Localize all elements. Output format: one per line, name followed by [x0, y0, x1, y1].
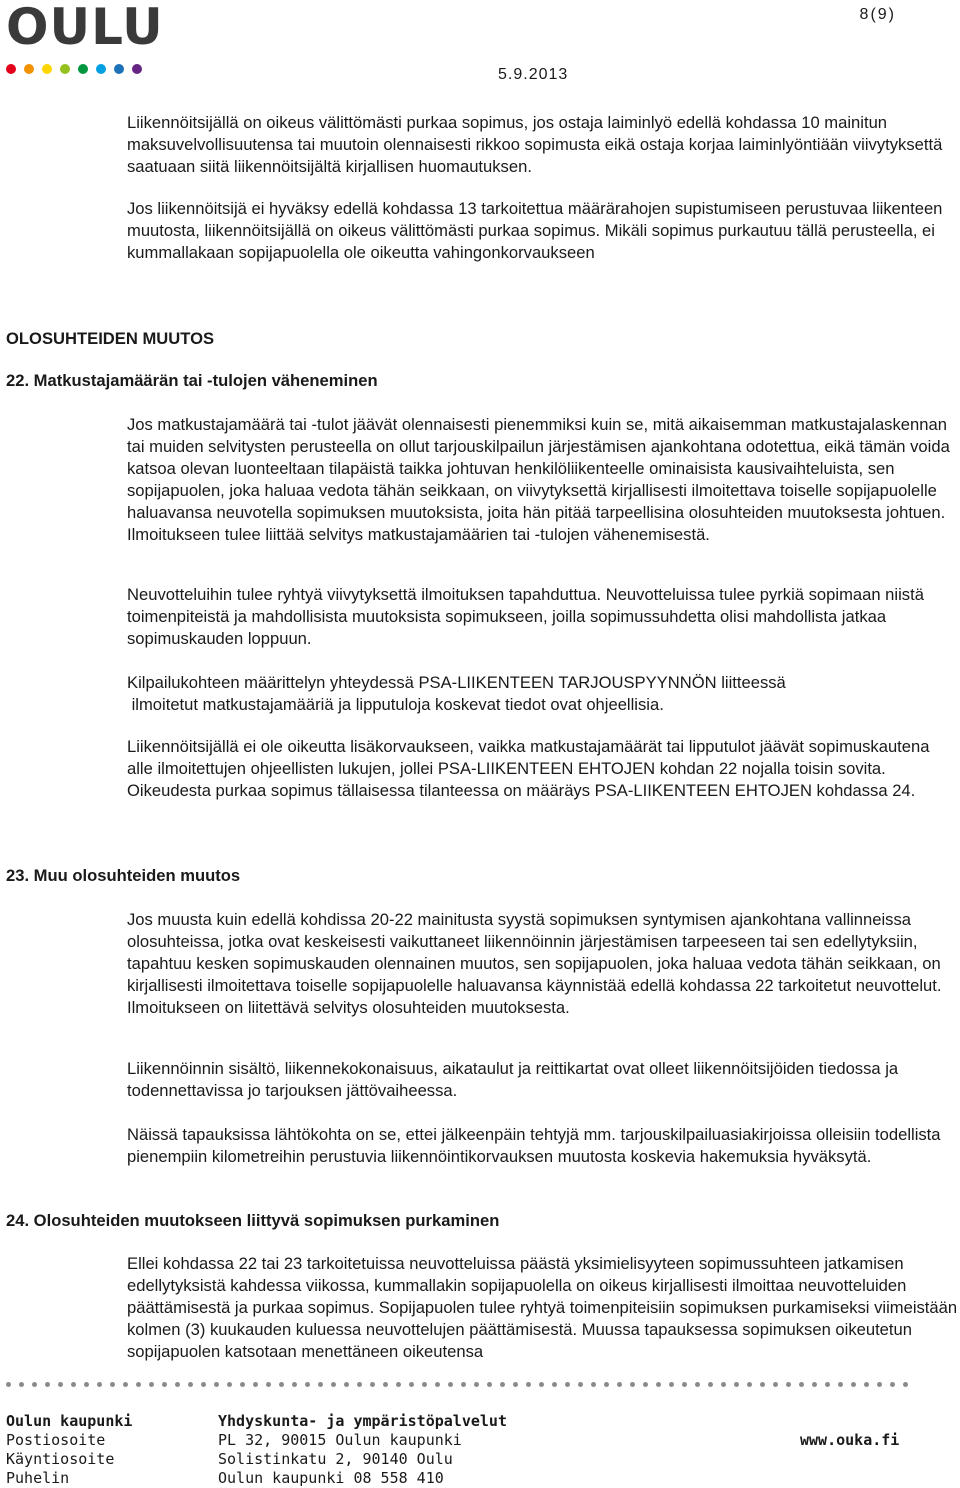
- small-dot: [656, 1382, 661, 1387]
- small-dot: [825, 1382, 830, 1387]
- small-dot: [708, 1382, 713, 1387]
- small-dot: [331, 1382, 336, 1387]
- paragraph-22-2: Neuvotteluihin tulee ryhtyä viivytyksettä ilmoituksen tapahduttua. Neuvotteluissa tulee pyrkiä sopimaan niistä toimenpiteistä ja mahdollisista muutoksista sopimukseen, joilla sopimussuhdetta olisi mahdollista jatkaa sopimuskauden loppuun.: [127, 585, 924, 648]
- footer-postal-label: Postiosoite: [6, 1431, 106, 1449]
- small-dot: [188, 1382, 193, 1387]
- small-dot: [409, 1382, 414, 1387]
- small-dot: [838, 1382, 843, 1387]
- small-dot: [110, 1382, 115, 1387]
- small-dot: [474, 1382, 479, 1387]
- small-dot: [45, 1382, 50, 1387]
- small-dot: [240, 1382, 245, 1387]
- small-dot: [747, 1382, 752, 1387]
- small-dot: [344, 1382, 349, 1387]
- small-dot: [227, 1382, 232, 1387]
- small-dot: [19, 1382, 24, 1387]
- footer-dot-row: [6, 1382, 908, 1387]
- color-dot: [60, 64, 70, 74]
- footer-details: [218, 1412, 507, 1488]
- small-dot: [864, 1382, 869, 1387]
- paragraph-purkuoikeus: Liikennöitsijällä on oikeus välittömästi purkaa sopimus, jos ostaja laiminlyö edellä kohdassa 10 mainitun maksuvelvollisuutensa tai muutoin olennaisesti rikkoo sopimusta eikä ostaja korjaa laiminlyöntiään viivytyksettä saatuaan siitä liikennöitsijältä kirjallisen huomautuksen.: [127, 113, 943, 176]
- small-dot: [552, 1382, 557, 1387]
- small-dot: [162, 1382, 167, 1387]
- small-dot: [461, 1382, 466, 1387]
- section-heading-olosuhteiden-muutos: OLOSUHTEIDEN MUUTOS: [6, 329, 215, 348]
- small-dot: [786, 1382, 791, 1387]
- paragraph-23-3: Näissä tapauksissa lähtökohta on se, ettei jälkeenpäin tehtyjä mm. tarjouskilpailuasiakirjoissa olleisiin todellista pienempiin kilometreihin perustuvia liikennöintikorvauksen muutosta koskevia hakemuksia hyväksytä.: [127, 1125, 941, 1166]
- small-dot: [266, 1382, 271, 1387]
- small-dot: [201, 1382, 206, 1387]
- small-dot: [500, 1382, 505, 1387]
- small-dot: [448, 1382, 453, 1387]
- paragraph-22-3: [127, 672, 959, 716]
- small-dot: [149, 1382, 154, 1387]
- small-dot: [539, 1382, 544, 1387]
- paragraph-22-1: Jos matkustajamäärä tai -tulot jäävät olennaisesti pienemmiksi kuin se, mitä aikaisemman matkustajalaskennan tai muiden selvitysten perusteella on ollut tarjouskilpailun järjestämisen ajankohtana odotettua, eikä tämän voida katsoa olevan luonteeltaan tilapäistä taikka johtuvan henkilöliikenteelle ominaisista kausivaihteluista, sen sopijapuolen, joka haluaa vedota tähän seikkaan, on viivytyksettä kirjallisesti ilmoitettava toiselle sopijapuolelle haluavansa neuvotella sopimuksen muutoksista, joita hän pitää tarpeellisina olosuhteiden muutoksesta johtuen. Ilmoitukseen tulee liittää selvitys matkustajamäärien tai -tulojen vähenemisestä.: [127, 415, 950, 544]
- footer-website-link[interactable]: www.ouka.fi: [800, 1431, 900, 1449]
- small-dot: [903, 1382, 908, 1387]
- small-dot: [58, 1382, 63, 1387]
- footer-visit: Solistinkatu 2, 90140 Oulu: [218, 1450, 453, 1468]
- oulu-logo: OULU: [6, 0, 164, 56]
- small-dot: [513, 1382, 518, 1387]
- small-dot: [370, 1382, 375, 1387]
- small-dot: [617, 1382, 622, 1387]
- small-dot: [422, 1382, 427, 1387]
- small-dot: [396, 1382, 401, 1387]
- small-dot: [136, 1382, 141, 1387]
- small-dot: [630, 1382, 635, 1387]
- paragraph-24-1: Ellei kohdassa 22 tai 23 tarkoitetuissa neuvotteluissa päästä yksimielisyyteen sopimussuhteen jatkamisen edellytyksistä kahdessa viikossa, kummallakin sopijapuolella on oikeus kirjallisesti ilmoittaa neuvotteluiden päättämisestä ja purkaa sopimus. Sopijapuolen tulee ryhtyä toimenpiteisiin sopimuksen purkamiseksi viimeistään kolmen (3) kuukauden kuluessa neuvottelujen päättämisestä. Muussa tapauksessa sopimuksen oikeutetun sopijapuolen katsotaan menettäneen oikeutensa: [127, 1254, 958, 1361]
- footer-phone: Oulun kaupunki 08 558 410: [218, 1469, 444, 1487]
- footer-postal: PL 32, 90015 Oulun kaupunki: [218, 1431, 462, 1449]
- paragraph-22-4: Liikennöitsijällä ei ole oikeutta lisäkorvaukseen, vaikka matkustajamäärät tai lipputulot jäävät sopimuskautena alle ilmoitettujen ohjeellisten lukujen, jollei PSA-LIIKENTEEN EHTOJEN kohdan 22 nojalla toisin sovita. Oikeudesta purkaa sopimus tällaisessa tilanteessa on määräys PSA-LIIKENTEEN EHTOJEN kohdassa 24.: [127, 737, 930, 800]
- paragraph-23-1: Jos muusta kuin edellä kohdissa 20-22 mainitusta syystä sopimuksen syntymisen ajankohtana vallinneissa olosuhteissa, jotka ovat keskeisesti vaikuttaneet liikennöinnin järjestämisen tarpeeseen tai sen edellytyksiin, tapahtuu kesken sopimuskauden olennainen muutos, sen sopijapuolen, joka haluaa vedota tähän seikkaan, on kirjallisesti ilmoitettava toiselle sopijapuolelle haluavansa käynnistää edellä kohdassa 22 tarkoitetut neuvottelut. Ilmoitukseen on liitettävä selvitys olosuhteiden muutoksesta.: [127, 910, 942, 1017]
- color-dot: [6, 64, 16, 74]
- small-dot: [760, 1382, 765, 1387]
- small-dot: [890, 1382, 895, 1387]
- heading-23: 23. Muu olosuhteiden muutos: [6, 866, 241, 885]
- small-dot: [318, 1382, 323, 1387]
- small-dot: [526, 1382, 531, 1387]
- footer-org: Oulun kaupunki: [6, 1412, 133, 1430]
- small-dot: [812, 1382, 817, 1387]
- small-dot: [773, 1382, 778, 1387]
- color-dot: [42, 64, 52, 74]
- footer-phone-label: Puhelin: [6, 1469, 70, 1487]
- footer-unit: Yhdyskunta- ja ympäristöpalvelut: [218, 1412, 507, 1430]
- small-dot: [604, 1382, 609, 1387]
- small-dot: [84, 1382, 89, 1387]
- paragraph-22-3-line2: ilmoitetut matkustajamääriä ja lipputuloja koskevat tiedot ovat ohjeellisia.: [127, 695, 664, 714]
- paragraph-22-3-line1: Kilpailukohteen määrittelyn yhteydessä PSA-LIIKENTEEN TARJOUSPYYNNÖN liitteessä: [127, 673, 786, 692]
- small-dot: [357, 1382, 362, 1387]
- heading-22: 22. Matkustajamäärän tai -tulojen väheneminen: [6, 371, 378, 390]
- small-dot: [669, 1382, 674, 1387]
- small-dot: [695, 1382, 700, 1387]
- small-dot: [877, 1382, 882, 1387]
- small-dot: [578, 1382, 583, 1387]
- small-dot: [799, 1382, 804, 1387]
- logo-dot-row: [6, 64, 142, 74]
- color-dot: [132, 64, 142, 74]
- small-dot: [253, 1382, 258, 1387]
- color-dot: [78, 64, 88, 74]
- small-dot: [721, 1382, 726, 1387]
- small-dot: [383, 1382, 388, 1387]
- footer-visit-label: Käyntiosoite: [6, 1450, 115, 1468]
- heading-24: 24. Olosuhteiden muutokseen liittyvä sopimuksen purkaminen: [6, 1211, 500, 1230]
- small-dot: [591, 1382, 596, 1387]
- small-dot: [175, 1382, 180, 1387]
- document-date: 5.9.2013: [498, 66, 569, 83]
- page-number: 8(9): [859, 6, 896, 23]
- small-dot: [487, 1382, 492, 1387]
- small-dot: [97, 1382, 102, 1387]
- small-dot: [643, 1382, 648, 1387]
- small-dot: [682, 1382, 687, 1387]
- paragraph-23-2: Liikennöinnin sisältö, liikennekokonaisuus, aikataulut ja reittikartat ovat olleet liikennöitsijöiden tiedossa ja todennettavissa jo tarjouksen jättövaiheessa.: [127, 1059, 899, 1100]
- small-dot: [6, 1382, 11, 1387]
- small-dot: [565, 1382, 570, 1387]
- small-dot: [279, 1382, 284, 1387]
- small-dot: [292, 1382, 297, 1387]
- small-dot: [734, 1382, 739, 1387]
- color-dot: [24, 64, 34, 74]
- small-dot: [71, 1382, 76, 1387]
- color-dot: [96, 64, 106, 74]
- small-dot: [851, 1382, 856, 1387]
- small-dot: [32, 1382, 37, 1387]
- color-dot: [114, 64, 124, 74]
- paragraph-maararahat: Jos liikennöitsijä ei hyväksy edellä kohdassa 13 tarkoitettua määrärahojen supistumiseen perustuvaa liikenteen muutosta, liikennöitsijällä on oikeus välittömästi purkaa sopimus. Mikäli sopimus purkautuu tällä perusteella, ei kummallakaan sopijapuolella ole oikeutta vahingonkorvaukseen: [127, 199, 943, 262]
- small-dot: [435, 1382, 440, 1387]
- small-dot: [305, 1382, 310, 1387]
- small-dot: [123, 1382, 128, 1387]
- footer-labels: [6, 1412, 132, 1488]
- small-dot: [214, 1382, 219, 1387]
